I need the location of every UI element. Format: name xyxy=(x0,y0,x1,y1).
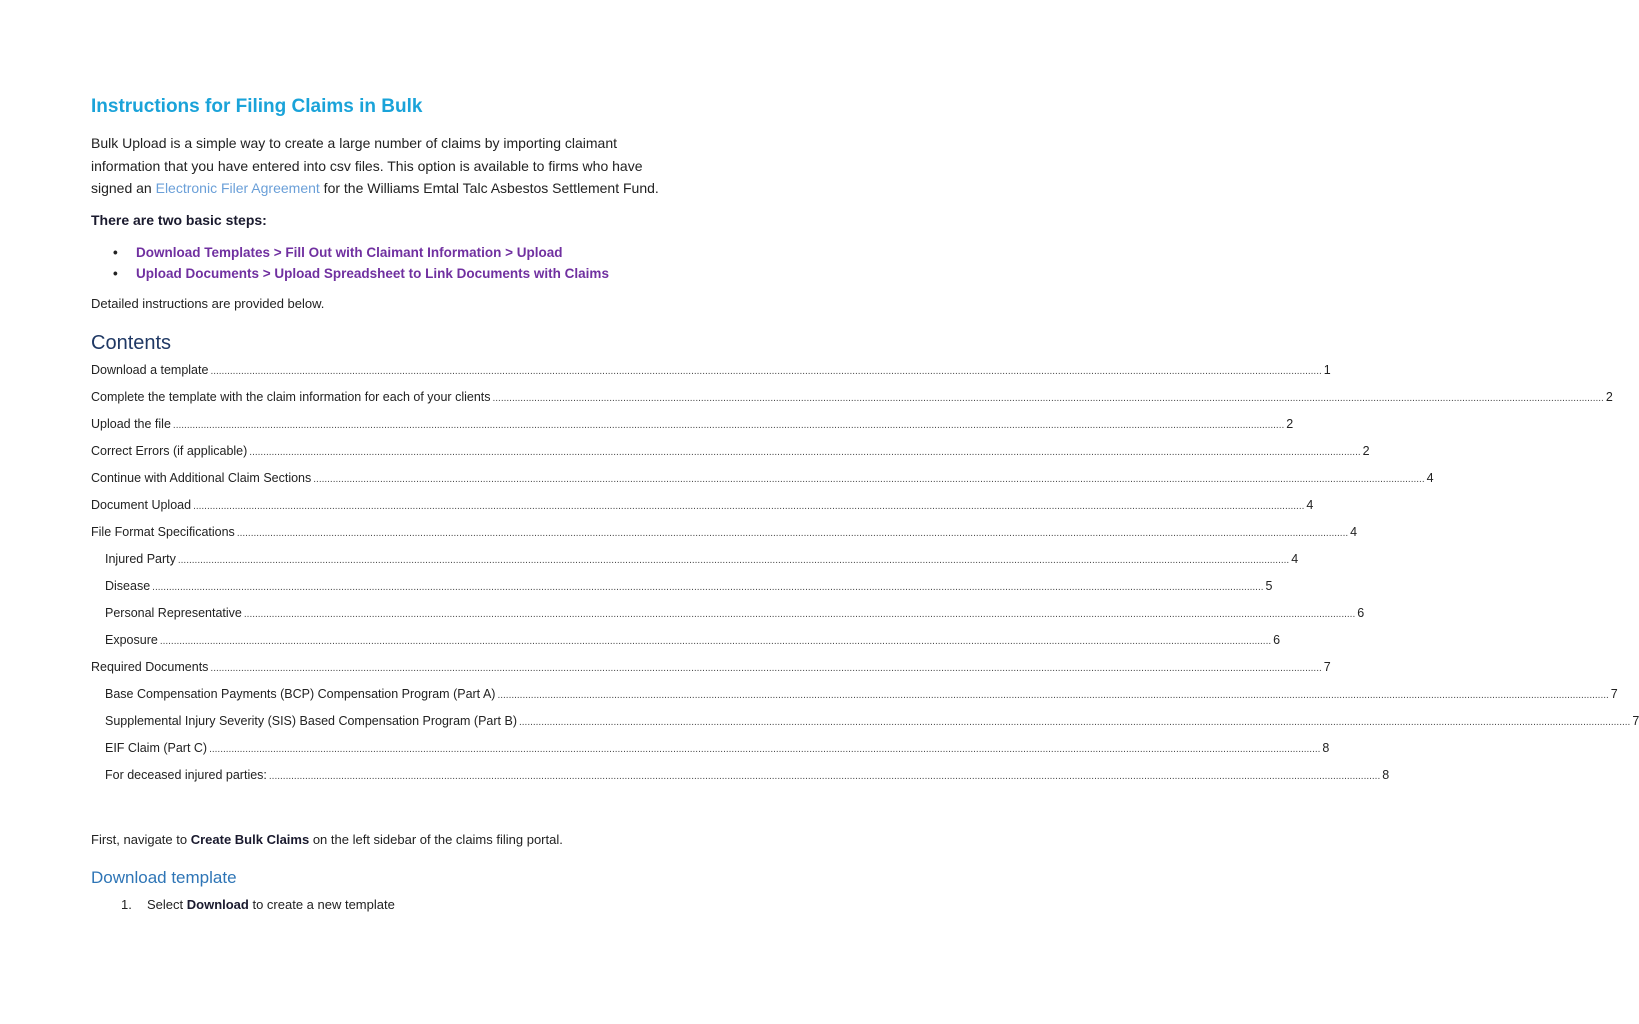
toc-page-number: 4 xyxy=(1350,524,1358,539)
toc-entry[interactable] xyxy=(91,630,1281,657)
intro-text-start: Bulk Upload is a simple way to create a large number of claims by importing claimant information that you have entered into csv files. This option is available to firms who have signed an xyxy=(91,135,643,196)
toc-page-number: 8 xyxy=(1382,767,1390,782)
toc-entry[interactable] xyxy=(91,522,1358,549)
toc-page-number: 4 xyxy=(1306,497,1314,512)
toc-entry-label: Exposure xyxy=(105,632,158,647)
toc-page-number: 4 xyxy=(1426,470,1434,485)
section-heading-download-template: Download template xyxy=(91,867,237,887)
toc-entry-label: Supplemental Injury Severity (SIS) Based Compensation Program (Part B) xyxy=(105,713,517,728)
step-text: Download Templates > Fill Out with Claimant Information > Upload xyxy=(136,244,563,260)
toc-dot-leader: ................................................................................................................................................................................................................................................................................................................................................................................................................ xyxy=(159,635,1272,647)
toc-page-number: 6 xyxy=(1273,632,1281,647)
toc-entry[interactable] xyxy=(91,549,1299,576)
table-of-contents xyxy=(91,360,1639,792)
toc-page-number: 2 xyxy=(1605,389,1613,404)
toc-dot-leader: ................................................................................................................................................................................................................................................................................................................................................................................................................ xyxy=(210,662,1322,674)
detail-note: Detailed instructions are provided below. xyxy=(91,295,325,311)
toc-dot-leader: ................................................................................................................................................................................................................................................................................................................................................................................................................ xyxy=(249,446,1361,458)
toc-dot-leader: ................................................................................................................................................................................................................................................................................................................................................................................................................ xyxy=(243,608,1356,620)
toc-entry[interactable] xyxy=(91,738,1330,765)
toc-dot-leader: ................................................................................................................................................................................................................................................................................................................................................................................................................ xyxy=(497,689,1609,701)
contents-heading: Contents xyxy=(91,331,172,354)
toc-entry-label: EIF Claim (Part C) xyxy=(105,740,208,755)
toc-entry[interactable] xyxy=(91,765,1390,792)
numbered-step xyxy=(91,895,683,915)
toc-dot-leader: ................................................................................................................................................................................................................................................................................................................................................................................................................ xyxy=(210,365,1322,377)
toc-dot-leader: ................................................................................................................................................................................................................................................................................................................................................................................................................ xyxy=(492,392,1604,404)
download-label: Download xyxy=(186,896,249,912)
toc-entry-label: Document Upload xyxy=(91,497,192,512)
toc-dot-leader: ................................................................................................................................................................................................................................................................................................................................................................................................................ xyxy=(193,500,1305,512)
toc-page-number: 4 xyxy=(1291,551,1299,566)
step-instruction xyxy=(147,895,395,915)
toc-entry-label: Personal Representative xyxy=(105,605,242,620)
intro-text-end: for the Williams Emtal Talc Asbestos Settlement Fund. xyxy=(319,180,659,196)
toc-entry-label: For deceased injured parties: xyxy=(105,767,267,782)
toc-page-number: 8 xyxy=(1322,740,1330,755)
electronic-filer-agreement-link[interactable]: Electronic Filer Agreement xyxy=(155,180,320,196)
toc-entry-label: Download a template xyxy=(91,362,209,377)
navigate-instruction xyxy=(91,830,683,850)
step-text: Upload Documents > Upload Spreadsheet to Link Documents with Claims xyxy=(136,265,609,281)
toc-entry[interactable] xyxy=(91,468,1434,495)
toc-entry[interactable] xyxy=(91,414,1294,441)
toc-entry[interactable] xyxy=(91,441,1370,468)
page-title: Instructions for Filing Claims in Bulk xyxy=(91,96,423,117)
toc-entry-label: Complete the template with the claim information for each of your clients xyxy=(91,389,491,404)
create-bulk-claims-label: Create Bulk Claims xyxy=(190,831,310,847)
step-text-end: to create a new template xyxy=(248,896,395,912)
navigate-text-start: First, navigate to xyxy=(91,831,191,847)
toc-entry-label: Upload the file xyxy=(91,416,171,431)
step-item xyxy=(91,263,683,284)
toc-page-number: 7 xyxy=(1610,686,1618,701)
document-page xyxy=(91,94,1639,915)
toc-dot-leader: ................................................................................................................................................................................................................................................................................................................................................................................................................ xyxy=(152,581,1264,593)
step-number: 1. xyxy=(121,896,132,912)
toc-page-number: 2 xyxy=(1362,443,1370,458)
toc-dot-leader: ................................................................................................................................................................................................................................................................................................................................................................................................................ xyxy=(236,527,1349,539)
toc-entry-label: Disease xyxy=(105,578,151,593)
intro-paragraph xyxy=(91,132,683,200)
toc-entry-label: Base Compensation Payments (BCP) Compensation Program (Part A) xyxy=(105,686,496,701)
toc-page-number: 5 xyxy=(1265,578,1273,593)
toc-dot-leader: ................................................................................................................................................................................................................................................................................................................................................................................................................ xyxy=(518,716,1631,728)
toc-page-number: 7 xyxy=(1323,659,1331,674)
toc-page-number: 6 xyxy=(1357,605,1365,620)
toc-entry[interactable] xyxy=(91,657,1331,684)
toc-entry[interactable] xyxy=(91,684,1618,711)
toc-dot-leader: ................................................................................................................................................................................................................................................................................................................................................................................................................ xyxy=(209,743,1321,755)
toc-entry[interactable] xyxy=(91,387,1613,414)
toc-entry[interactable] xyxy=(91,495,1314,522)
toc-entry-label: Injured Party xyxy=(105,551,176,566)
toc-page-number: 2 xyxy=(1286,416,1294,431)
toc-entry-label: Correct Errors (if applicable) xyxy=(91,443,248,458)
toc-dot-leader: ................................................................................................................................................................................................................................................................................................................................................................................................................ xyxy=(313,473,1425,485)
toc-entry[interactable] xyxy=(91,711,1639,738)
toc-entry[interactable] xyxy=(91,603,1365,630)
toc-dot-leader: ................................................................................................................................................................................................................................................................................................................................................................................................................ xyxy=(177,554,1290,566)
toc-page-number: 1 xyxy=(1323,362,1331,377)
steps-list xyxy=(91,242,683,284)
toc-dot-leader: ................................................................................................................................................................................................................................................................................................................................................................................................................ xyxy=(172,419,1285,431)
navigate-text-end: on the left sidebar of the claims filing portal. xyxy=(309,831,563,847)
toc-entry[interactable] xyxy=(91,360,1331,387)
toc-page-number: 7 xyxy=(1632,713,1639,728)
toc-entry-label: Continue with Additional Claim Sections xyxy=(91,470,312,485)
steps-heading: There are two basic steps: xyxy=(91,211,267,228)
step-text-start: Select xyxy=(147,896,187,912)
toc-entry-label: File Format Specifications xyxy=(91,524,235,539)
bullet-icon: • xyxy=(113,265,118,281)
toc-entry-label: Required Documents xyxy=(91,659,209,674)
toc-dot-leader: ................................................................................................................................................................................................................................................................................................................................................................................................................ xyxy=(268,770,1381,782)
bullet-icon: • xyxy=(113,244,118,260)
toc-entry[interactable] xyxy=(91,576,1273,603)
step-item xyxy=(91,242,683,263)
